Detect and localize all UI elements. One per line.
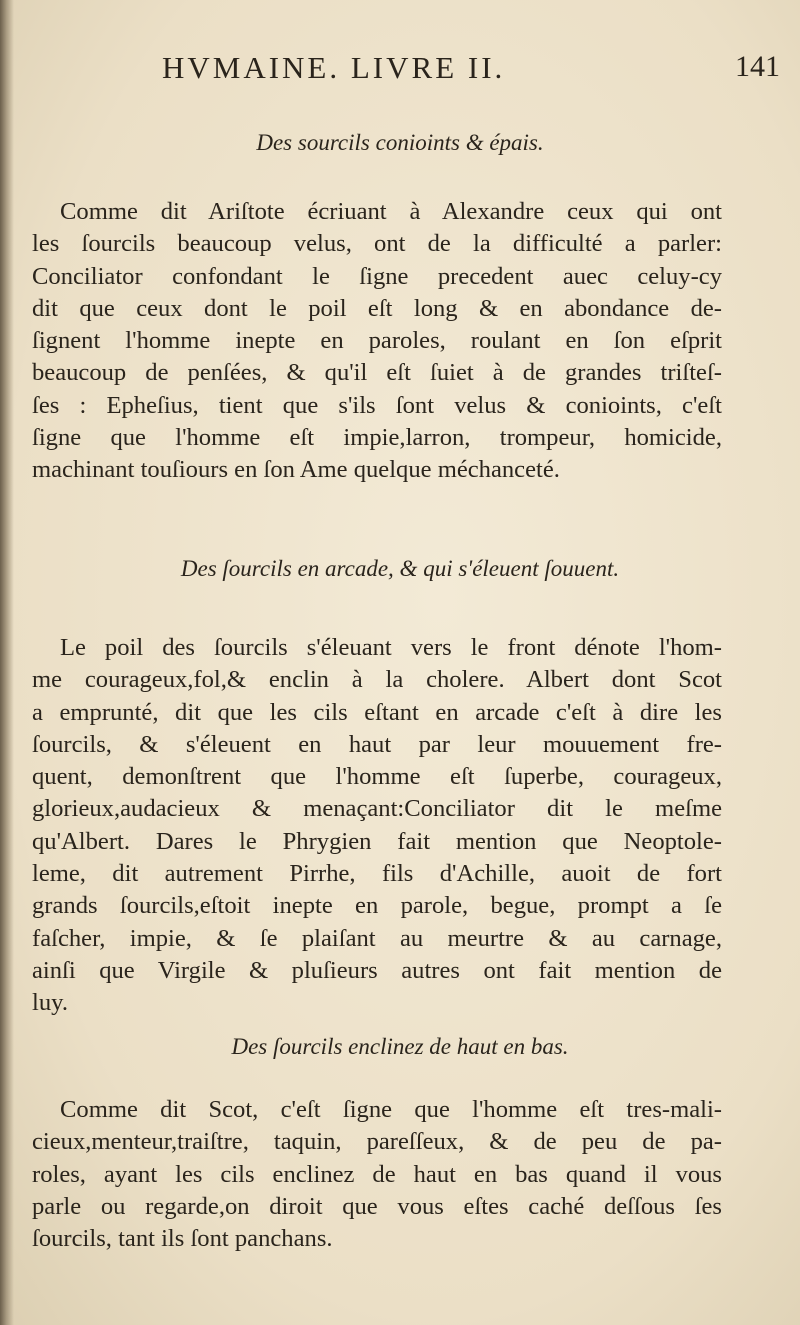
section-heading: Des sourcils conioints & épais. [256, 130, 544, 155]
text-line: ſourcils, tant ils ſont panchans. [32, 1225, 333, 1253]
section-paragraph [32, 1094, 722, 1255]
section-heading: Des ſourcils enclinez de haut en bas. [231, 1034, 569, 1059]
page-number: 141 [735, 50, 780, 83]
text-line: roles, ayant les cils enclinez de haut en bas quand il vous [32, 1160, 722, 1188]
text-line: faſcher, impie, & ſe plaiſant au meurtre & au carnage, [32, 924, 722, 952]
text-line: ſigne que l'homme eſt impie,larron, trompeur, homicide, [32, 424, 722, 452]
section-paragraph [32, 196, 722, 487]
section-heading: Des ſourcils en arcade, & qui s'éleuent ſouuent. [180, 556, 620, 581]
text-line: ſignent l'homme inepte en paroles, roulant en ſon eſprit [32, 327, 722, 355]
text-line: ſes : Epheſius, tient que s'ils ſont velus & conioints, c'eſt [32, 391, 722, 419]
text-line: Comme dit Ariſtote écriuant à Alexandre ceux qui ont [60, 198, 722, 225]
section-paragraph [32, 632, 722, 1020]
text-line: a emprunté, dit que les cils eſtant en arcade c'eſt à dire les [32, 698, 722, 726]
text-line: parle ou regarde,on diroit que vous eſtes caché deſſous ſes [32, 1192, 722, 1220]
text-line: Conciliator confondant le ſigne precedent auec celuy-cy [32, 262, 722, 290]
page-header [140, 50, 780, 90]
text-line: machinant touſiours en ſon Ame quelque méchanceté. [32, 456, 560, 484]
running-head: HVMAINE. LIVRE II. [162, 50, 506, 85]
text-line: grands ſourcils,eſtoit inepte en parole, begue, prompt a ſe [32, 892, 722, 920]
text-line: qu'Albert. Dares le Phrygien fait mention que Neoptole- [32, 827, 722, 855]
text-line: quent, demonſtrent que l'homme eſt ſuperbe, courageux, [32, 763, 722, 791]
text-line: Le poil des ſourcils s'éleuant vers le front dénote l'hom- [60, 634, 722, 661]
text-line: ſourcils, & s'éleuent en haut par leur mouuement fre- [32, 730, 722, 758]
text-line: dit que ceux dont le poil eſt long & en abondance de- [32, 294, 722, 322]
binding-gutter [0, 0, 14, 1325]
text-line: beaucoup de penſées, & qu'il eſt ſuiet à de grandes triſteſ- [32, 359, 722, 387]
text-line: glorieux,audacieux & menaçant:Conciliator dit le meſme [32, 795, 722, 823]
text-line: ainſi que Virgile & pluſieurs autres ont fait mention de [32, 956, 722, 984]
text-line: cieux,menteur,traiſtre, taquin, pareſſeux, & de peu de pa- [32, 1128, 722, 1156]
text-line: me courageux,fol,& enclin à la cholere. Albert dont Scot [32, 666, 722, 694]
text-line: leme, dit autrement Pirrhe, fils d'Achille, auoit de fort [32, 860, 722, 888]
text-line: Comme dit Scot, c'eſt ſigne que l'homme eſt tres-mali- [60, 1096, 722, 1123]
text-line: les ſourcils beaucoup velus, ont de la difficulté a parler: [32, 230, 722, 258]
text-line: luy. [32, 989, 68, 1017]
